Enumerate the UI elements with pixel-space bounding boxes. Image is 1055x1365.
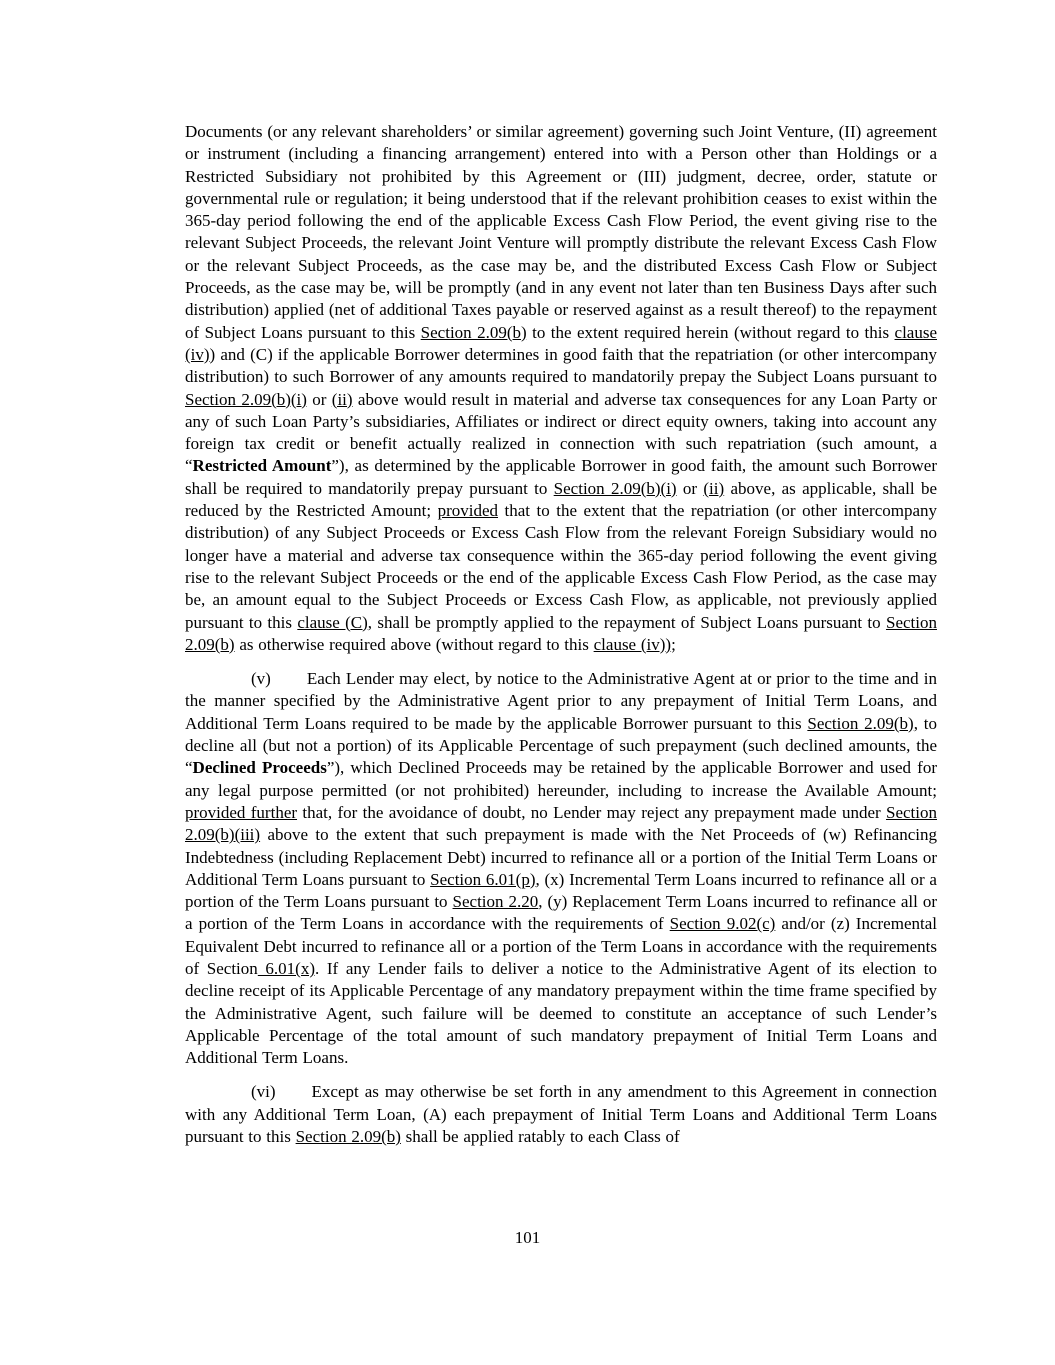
section-reference: Section 2.09(b) <box>807 713 914 733</box>
paragraph <box>185 1081 937 1148</box>
defined-term: Declined Proceeds <box>192 758 327 778</box>
body-text: to the extent required herein (without regard to this <box>526 322 895 342</box>
body-text: , (y) Replacement Term Loans incurred to refinance all or a portion of the Term Loans in accordance with the requirements of <box>185 892 937 934</box>
body-text: ; <box>671 634 676 654</box>
body-text: and/or (z) Incremental Equivalent Debt incurred to refinance all or a portion of the Term Loans in accordance with the requirements of Section <box>185 914 937 978</box>
body-text: Documents (or any relevant shareholders’ or similar agreement) governing such Joint Venture, (II) agreement or instrument (including a financing arrangement) entered into with a Person other than Holdings or a Restricted Subsidiary not prohibited by this Agreement or (III) judgment, decree, order, statute or governmental rule or regulation; it being understood that if the relevant prohibition ceases to exist within the 365-day period following the end of the applicable Excess Cash Flow Period, the event giving rise to the relevant Subject Proceeds, the relevant Joint Venture will promptly distribute the relevant Excess Cash Flow or the relevant Subject Proceeds, as the case may be, and the distributed Excess Cash Flow or Subject Proceeds, as the case may be, will be promptly (and in any event not later than ten Business Days after such distribution) applied (net of additional Taxes payable or reserved against as a result thereof) to the repayment of Subject Loans pursuant to this <box>185 122 937 342</box>
body-text: as otherwise required above (without regard to this <box>234 634 594 654</box>
body-text: Except as may otherwise be set forth in any amendment to this Agreement in connection with any Additional Term Loan, (A) each prepayment of Initial Term Loans and Additional Term Loans pursuant to this <box>185 1082 937 1147</box>
section-reference: (ii) <box>331 389 353 409</box>
section-reference: clause (iv) <box>185 322 938 364</box>
section-reference: (ii) <box>703 478 725 498</box>
section-reference: 6.01(x) <box>257 958 315 978</box>
section-reference: Section 6.01(p) <box>430 869 536 889</box>
body-text: ”), which Declined Proceeds may be retained by the applicable Borrower and used for any legal purpose permitted (or not prohibited) hereunder, including to increase the Available Amount; <box>185 758 937 800</box>
paragraph-label: (vi) <box>251 1082 276 1102</box>
section-reference: clause (C) <box>297 612 368 632</box>
body-text: shall be applied ratably to each Class of <box>400 1127 680 1147</box>
body-text: Each Lender may elect, by notice to the Administrative Agent at or prior to the time and in the manner specified by the Administrative Agent prior to any prepayment of Initial Term Loans, and Additional Term Loans required to be made by the applicable Borrower pursuant to this <box>185 669 937 733</box>
paragraph <box>185 121 937 656</box>
section-reference: Section 2.20 <box>452 892 539 912</box>
paragraph-label: (v) <box>251 669 271 689</box>
body-text: above would result in material and adverse tax consequences for any Loan Party or any of such Loan Party’s subsidiaries, Affiliates or indirect or direct equity owners, taking into account any foreign tax credit or benefit actually realized in connection with such repatriation (such amount, a “ <box>185 389 937 476</box>
document-body <box>185 121 937 1160</box>
body-text: or <box>306 389 332 409</box>
section-reference: Section 9.02(c) <box>669 914 776 934</box>
section-reference: Section 2.09(b) <box>420 322 527 342</box>
section-reference: Section 2.09(b)(i) <box>553 478 677 498</box>
body-text: , shall be promptly applied to the repayment of Subject Loans pursuant to <box>367 612 886 632</box>
section-reference: clause (iv)) <box>593 634 672 654</box>
section-reference: Section 2.09(b)(iii) <box>185 802 937 845</box>
section-reference: Section 2.09(b)(i) <box>185 389 307 409</box>
defined-term: Restricted Amount <box>192 456 332 476</box>
body-text: ) and (C) if the applicable Borrower determines in good faith that the repatriation (or other intercompany distribution) to such Borrower of any amounts required to mandatorily prepay the Subject Loans pursuant to <box>185 344 937 387</box>
body-text: ”), as determined by the applicable Borrower in good faith, the amount such Borrower shall be required to mandatorily prepay pursuant to <box>185 456 937 498</box>
body-text: that to the extent that the repatriation (or other intercompany distribution) of any Subject Proceeds or Excess Cash Flow from the relevant Foreign Subsidiary would no longer have a material and adverse tax consequence within the 365-day period following the event giving rise to the relevant Subject Proceeds or the end of the applicable Excess Cash Flow Period, as the case may be, an amount equal to the Subject Proceeds or Excess Cash Flow, as applicable, not previously applied pursuant to this <box>185 501 938 632</box>
section-reference: Section 2.09(b) <box>295 1127 401 1147</box>
body-text: or <box>676 478 704 498</box>
body-text: above, as applicable, shall be reduced by the Restricted Amount; <box>185 478 937 521</box>
body-text: . If any Lender fails to deliver a notice to the Administrative Agent of its election to decline receipt of its Applicable Percentage of any mandatory prepayment within the time frame specified by the Administrative Agent, such failure will be deemed to constitute an acceptance of such Lender’s Applicable Percentage of the total amount of such mandatory prepayment of Initial Term Loans and Additional Term Loans. <box>185 958 937 1068</box>
paragraph <box>185 668 937 1069</box>
section-reference: provided further <box>185 802 298 822</box>
body-text: above to the extent that such prepayment is made with the Net Proceeds of (w) Refinancing Indebtedness (including Replacement Debt) incurred to refinance all or a portion of the Initial Term Loans or Additional Term Loans pursuant to <box>185 825 937 889</box>
body-text: , (x) Incremental Term Loans incurred to refinance all or a portion of the Term Loans pursuant to <box>185 869 937 912</box>
body-text: that, for the avoidance of doubt, no Lender may reject any prepayment made under <box>297 802 886 822</box>
body-text: , to decline all (but not a portion) of its Applicable Percentage of such prepayment (such declined amounts, the “ <box>185 713 937 778</box>
section-reference: provided <box>437 501 499 521</box>
section-reference: Section 2.09(b) <box>185 612 937 654</box>
page-number: 101 <box>514 1228 541 1247</box>
